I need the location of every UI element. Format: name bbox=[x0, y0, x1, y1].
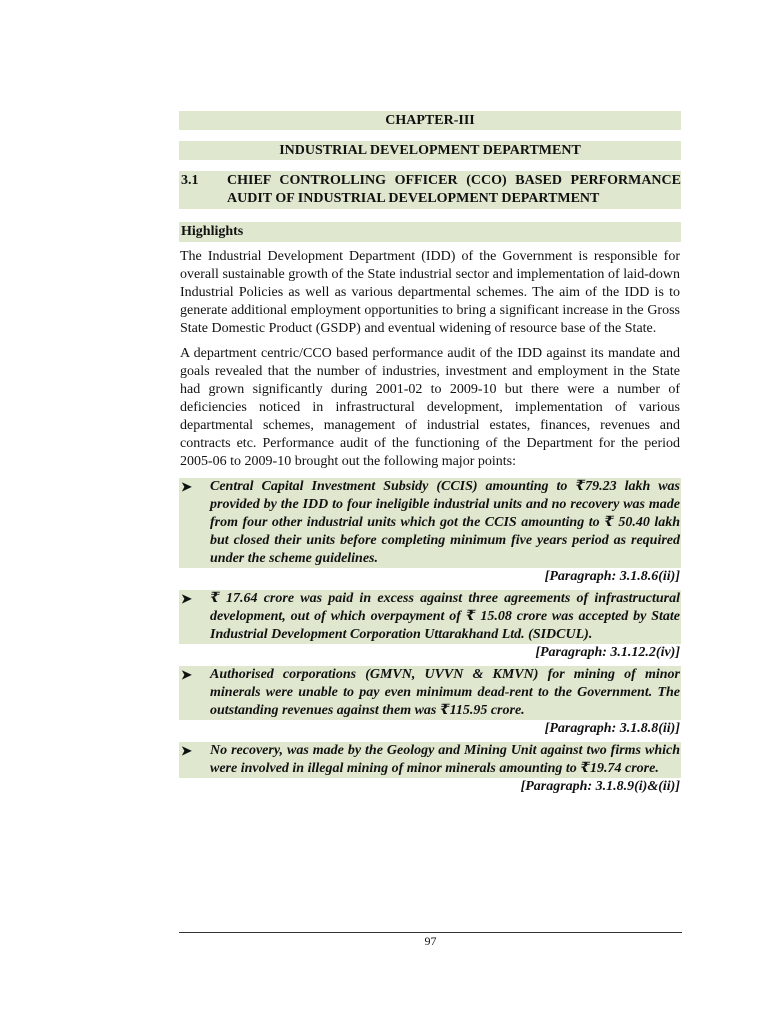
bullet-text: No recovery, was made by the Geology and Mining Unit against two firms which were involved in illegal mining of minor minerals amounting to ₹19.74 crore. bbox=[210, 743, 680, 776]
department-heading: INDUSTRIAL DEVELOPMENT DEPARTMENT bbox=[179, 141, 681, 160]
paragraph-reference: [Paragraph: 3.1.8.8(ii)] bbox=[544, 721, 680, 736]
page-number: 97 bbox=[424, 934, 437, 948]
arrow-bullet-icon: ➤ bbox=[181, 479, 192, 494]
footer-divider bbox=[179, 932, 682, 933]
highlight-bullet bbox=[179, 478, 681, 568]
section-number: 3.1 bbox=[181, 173, 199, 188]
bullet-text: ₹ 17.64 crore was paid in excess against three agreements of infrastructural development, out of which overpayment of ₹ 15.08 crore was accepted by State Industrial Development Corporation Uttarakhand Ltd. (SIDCUL). bbox=[210, 591, 680, 642]
paragraph-reference: [Paragraph: 3.1.8.6(ii)] bbox=[544, 569, 680, 584]
paragraph-reference: [Paragraph: 3.1.12.2(iv)] bbox=[535, 645, 680, 660]
intro-paragraph: The Industrial Development Department (IDD) of the Government is responsible for overall sustainable growth of the State industrial sector and implementation of laid-down Industrial Policies as well as various departmental schemes. The aim of the IDD is to generate additional employment opportunities to bring a significant increase in the Gross State Domestic Product (GSDP) and eventual widening of resource base of the State. bbox=[180, 249, 680, 336]
arrow-bullet-icon: ➤ bbox=[181, 667, 192, 682]
chapter-heading: CHAPTER-III bbox=[179, 111, 681, 130]
page-content bbox=[179, 111, 681, 795]
arrow-bullet-icon: ➤ bbox=[181, 591, 192, 606]
highlight-bullet bbox=[179, 742, 681, 778]
bullet-text: Authorised corporations (GMVN, UVVN & KMVN) for mining of minor minerals were unable to pay even minimum dead-rent to the Government. The outstanding revenues against them was ₹115.95 crore. bbox=[210, 667, 680, 718]
paragraph-reference: [Paragraph: 3.1.8.9(i)&(ii)] bbox=[520, 779, 680, 794]
section-title: CHIEF CONTROLLING OFFICER (CCO) BASED PERFORMANCE AUDIT OF INDUSTRIAL DEVELOPMENT DEPARTMENT bbox=[227, 173, 681, 206]
highlight-bullet bbox=[179, 590, 681, 644]
highlights-heading: Highlights bbox=[179, 222, 681, 242]
bullet-text: Central Capital Investment Subsidy (CCIS) amounting to ₹79.23 lakh was provided by the IDD to four ineligible industrial units and no recovery was made from four other industrial units which got the CCIS amounting to ₹ 50.40 lakh but closed their units before completing minimum five years period as required under the scheme guidelines. bbox=[210, 479, 680, 566]
arrow-bullet-icon: ➤ bbox=[181, 743, 192, 758]
findings-paragraph: A department centric/CCO based performance audit of the IDD against its mandate and goals revealed that the number of industries, investment and employment in the State had grown significantly during 2001-02 to 2009-10 but there were a number of deficiencies noticed in infrastructural development, implementation of various departmental schemes, management of industrial estates, finances, revenues and contracts etc. Performance audit of the functioning of the Department for the period 2005-06 to 2009-10 brought out the following major points: bbox=[180, 346, 680, 469]
section-heading bbox=[179, 171, 681, 209]
highlight-bullet bbox=[179, 666, 681, 720]
